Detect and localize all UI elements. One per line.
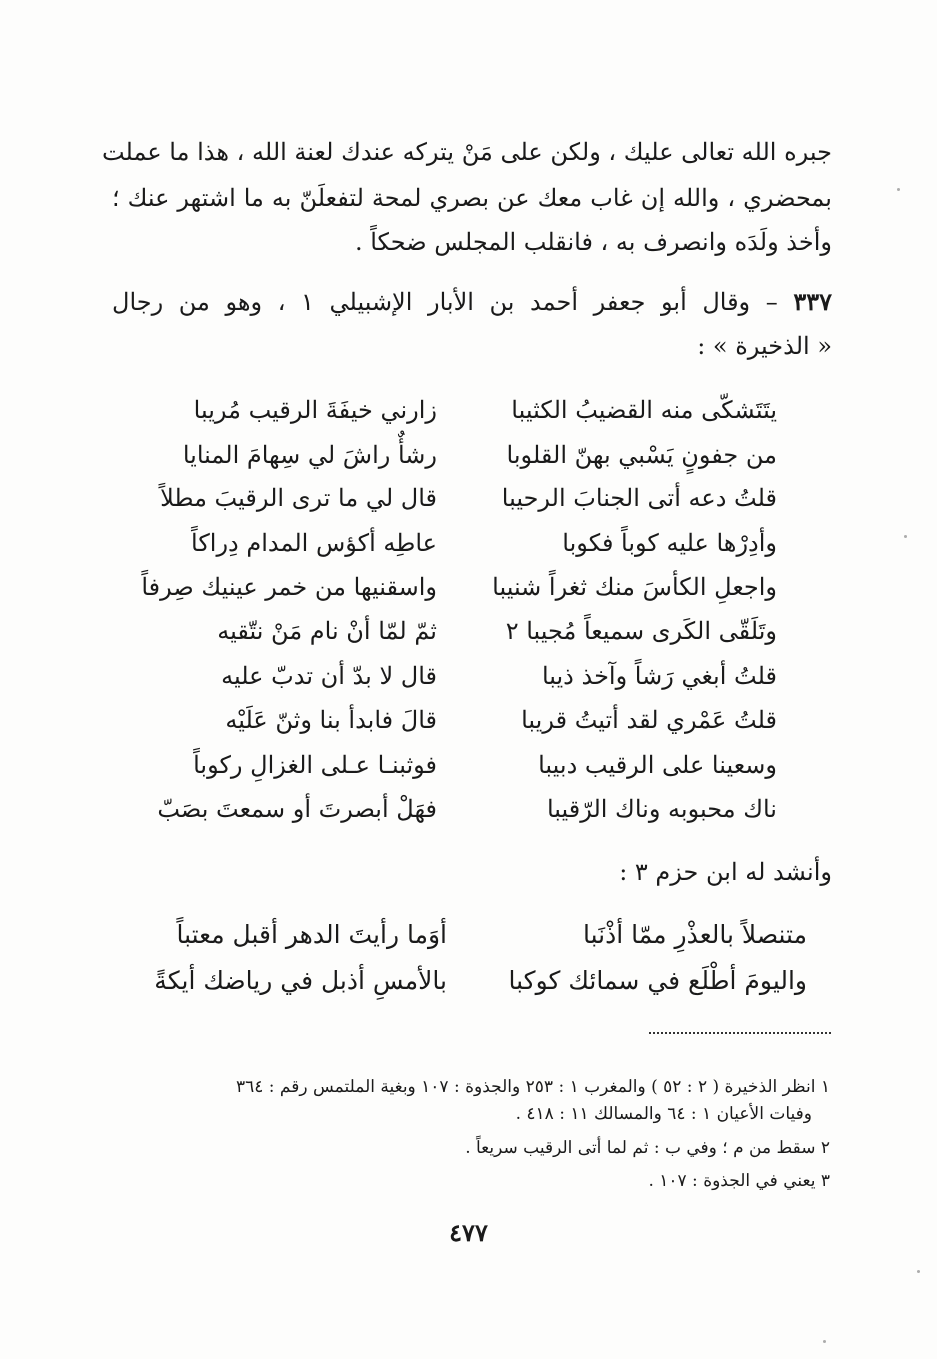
poem1-verse-10-first-hemistich: فهَلْ أبصرتَ أو سمعتَ بصَبّ xyxy=(157,795,437,823)
scan-speck xyxy=(823,1340,826,1343)
entry-line-2: « الذخيرة » : xyxy=(697,332,832,360)
poem1-verse-5-second-hemistich: واجعلِ الكأسَ منك ثغراً شنيبا xyxy=(492,573,777,601)
poem1-verse-3-first-hemistich: قال لي ما ترى الرقيبَ مطلاً xyxy=(160,484,437,512)
footnote-1-continuation: وفيات الأعيان ١ : ٦٤ والمسالك ١١ : ٤١٨ . xyxy=(515,1104,812,1124)
footnote-separator xyxy=(649,1032,831,1034)
poem1-verse-7-first-hemistich: قال لا بدّ أن تدبّ عليه xyxy=(221,662,437,690)
scan-speck xyxy=(897,188,900,191)
poem1-verse-10-second-hemistich: ناك محبوبه وناك الرّقيبا xyxy=(546,795,777,823)
poem1-verse xyxy=(0,789,937,829)
poem1-verse-2-second-hemistich: من جفونٍ يَسْبي بهنّ القلوبا xyxy=(506,441,777,469)
poem1-verse-1-second-hemistich: يتَتَشكّى منه القضيبُ الكثيبا xyxy=(511,396,777,424)
poem1-verse xyxy=(0,567,937,607)
poem2-intro: وأنشد له ابن حزم ٣ : xyxy=(619,858,832,886)
poem1-verse xyxy=(0,523,937,563)
poem2-verse xyxy=(0,915,937,955)
poem1-verse xyxy=(0,656,937,696)
poem1-verse xyxy=(0,435,937,475)
poem1-verse-2-first-hemistich: رشأٌ راشَ لي سِهامَ المنايا xyxy=(182,441,437,469)
poem1-verse-8-second-hemistich: قلتُ عَمْري لقد أتيتُ قريبا xyxy=(521,706,777,734)
poem2-verse-1-first-hemistich: أوَما رأيتَ الدهر أقبل معتباً xyxy=(176,920,447,949)
entry-number: ٣٣٧ xyxy=(793,287,832,316)
poem1-verse-6-second-hemistich: وتَلَقّى الكَرى سميعاً مُجيبا ٢ xyxy=(505,617,777,645)
poem1-verse xyxy=(0,478,937,518)
poem2-verse-2-first-hemistich: بالأمسِ أذبل في رياضك أيكةً xyxy=(154,966,447,995)
poem1-verse-8-first-hemistich: قالَ فابدأ بنا وثنّ عَلَيْه xyxy=(225,706,437,734)
poem1-verse-5-first-hemistich: واسقنيها من خمر عينيك صِرفاً xyxy=(141,573,437,601)
poem2-verse-2-second-hemistich: واليومَ أطْلَع في سمائك كوكبا xyxy=(508,966,807,995)
poem1-verse xyxy=(0,745,937,785)
poem2-verse-1-second-hemistich: متنصلاً بالعذْرِ ممّا أذْنَبا xyxy=(582,920,807,949)
poem1-verse-4-second-hemistich: وأدِرْها عليه كوباً فكوبا xyxy=(562,529,777,557)
intro-line-3: وأخذ ولَدَه وانصرف به ، فانقلب المجلس ضحكاً . xyxy=(354,228,832,256)
footnote-2: ٢ سقط من م ؛ وفي ب : ثم لما أتى الرقيب سريعاً . xyxy=(465,1138,830,1158)
poem1-verse-7-second-hemistich: قلتُ أبغي رَشاً وآخذ ذيبا xyxy=(541,662,777,690)
poem1-verse xyxy=(0,700,937,740)
entry-line-1-text: – وقال أبو جعفر أحمد بن الأبار الإشبيلي ١ ، وهو من رجال xyxy=(112,288,778,316)
scan-speck xyxy=(904,535,907,538)
page-number: ٤٧٧ xyxy=(449,1218,488,1247)
intro-line-1: جبره الله تعالى عليك ، ولكن على مَنْ يتركه عندك لعنة الله ، هذا ما عملت xyxy=(101,138,832,166)
poem1-verse-1-first-hemistich: زارني خيفَةَ الرقيب مُريبا xyxy=(193,396,437,424)
poem1-verse-9-first-hemistich: فوثبنـا عـلى الغزالِ ركوباً xyxy=(193,751,437,779)
poem1-verse xyxy=(0,390,937,430)
poem1-verse xyxy=(0,611,937,651)
entry-line-1 xyxy=(112,282,832,322)
poem1-verse-9-second-hemistich: وسعينا على الرقيب دبيبا xyxy=(538,751,777,779)
poem1-verse-6-first-hemistich: ثمّ لمّا أنْ نام مَنْ نتّقيه xyxy=(217,617,437,645)
poem2-verse xyxy=(0,961,937,1001)
intro-line-2: بمحضري ، والله إن غاب معك عن بصري لمحة لتفعلَنّ به ما اشتهر عنك ؛ xyxy=(112,184,832,212)
footnote-1: ١ انظر الذخيرة ( ٢ : ٥٢ ) والمغرب ١ : ٢٥٣ والجذوة : ١٠٧ وبغية الملتمس رقم : ٣٦٤ xyxy=(235,1077,830,1097)
poem1-verse-4-first-hemistich: عاطِه أكؤس المدام دِراكاً xyxy=(191,529,437,557)
footnote-3: ٣ يعني في الجذوة : ١٠٧ . xyxy=(648,1171,830,1191)
scan-speck xyxy=(917,1270,920,1273)
poem1-verse-3-second-hemistich: قلتُ دعه أتى الجنابَ الرحيبا xyxy=(501,484,777,512)
